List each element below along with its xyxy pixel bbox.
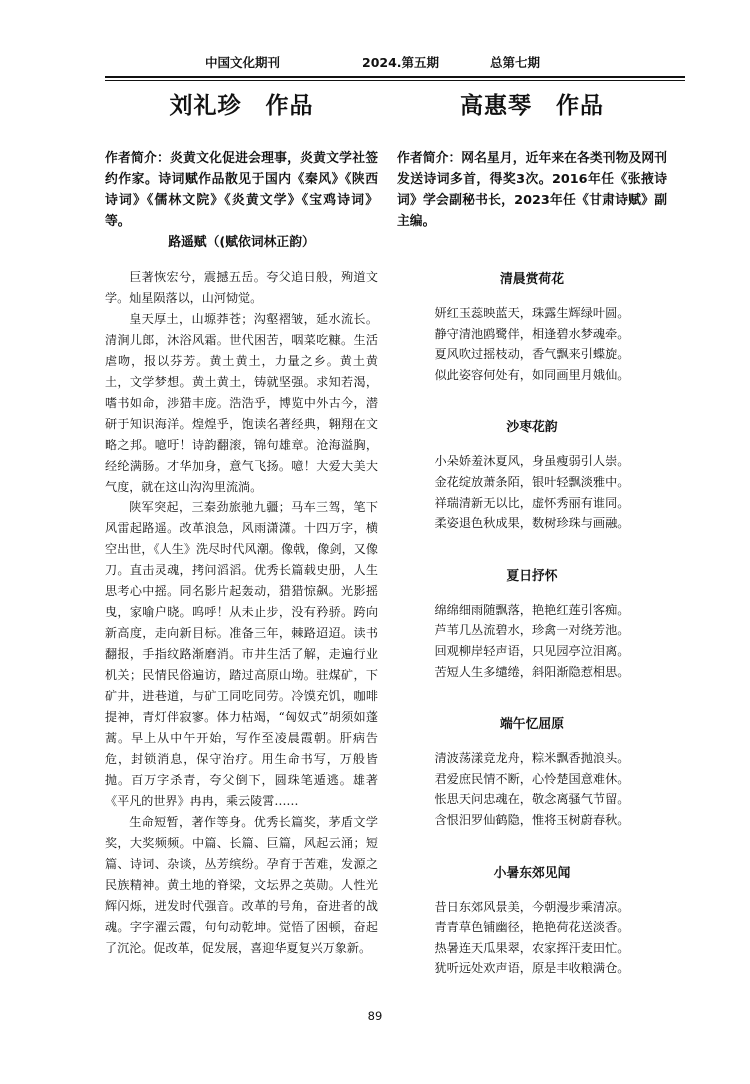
poem-line: 清波荡漾竞龙舟，粽米飘香抛浪头。 xyxy=(434,751,630,766)
poem-title: 小暑东郊见闻 xyxy=(493,865,571,881)
poem-line: 热暑连天瓜果翠，农家挥汗麦田忙。 xyxy=(434,940,630,955)
poem xyxy=(397,715,667,830)
poem-line: 夏风吹过摇枝动，香气飘来引蝶旋。 xyxy=(434,347,630,362)
issue-label: 2024.第五期 xyxy=(362,55,440,70)
poem-line: 绵绵细雨随飘落，艳艳红莲引客痴。 xyxy=(434,602,630,617)
poem xyxy=(397,864,667,979)
right-column xyxy=(397,86,667,979)
poem-line: 苦短人生多缱绻，斜阳渐隐惹相思。 xyxy=(434,664,630,679)
poem-line: 祥瑞清新无以比，虚怀秀丽有谁同。 xyxy=(434,495,630,510)
left-column xyxy=(105,86,378,958)
right-author-bio: 作者简介：网名星月，近年来在各类刊物及网刊发送诗词多首，得奖3次。2016年任《张掖诗词》学会副秘书长，2023年任《甘肃诗赋》副主编。 xyxy=(397,151,667,229)
poem xyxy=(397,418,667,533)
prose-paragraph: 陕军突起，三秦劲旅驰九疆；马车三驾，笔下风雷起路遥。改革浪急，风雨潇潇。十四万字，横空出世，《人生》洗尽时代风潮。像戟，像剑，又像刀。直击灵魂，拷问滔滔。优秀长篇载史册，人生思考心中摇。同名影片起轰动，猎猎惊飙。光影摇曳，家喻户晓。呜呼！从未止步，没有矜骄。跨向新高度，走向新目标。准备三年，棘路迢迢。读书翻报，手指纹路渐磨消。市井生活了解，走遍行业机关；民情民俗遍访，踏过高原山坳。驻煤矿，下矿井，进巷道，与矿工同吃同劳。冷馍充饥，咖啡提神，青灯伴寂寥。体力枯竭，“匈奴式”胡须如蓬蒿。早上从中午开始，写作至凌晨霞朝。肝病告危，封锁消息，保守治疗。用生命书写，万般皆抛。百万字杀青，夸父倒下，圆珠笔遁逃。雄著《平凡的世界》冉冉，乘云陵霄…… xyxy=(105,500,378,808)
poem-title: 清晨赏荷花 xyxy=(500,272,564,287)
left-work-title: 路遥赋（(赋依词林正韵） xyxy=(168,235,315,250)
poem-line: 含恨汨罗仙鹤隐，惟将玉树蔚春秋。 xyxy=(434,812,630,827)
poem-title: 端午忆屈原 xyxy=(500,717,564,733)
poem-line: 似此姿容何处有，如同画里月娥仙。 xyxy=(434,367,630,382)
poem-line: 君爱庶民情不断，心怜楚国意难休。 xyxy=(434,771,630,786)
left-author-bio: 作者简介：炎黄文化促进会理事，炎黄文学社签约作家。诗词赋作品散见于国内《秦风》《陕西诗词》《儒林文院》《炎黄文学》《宝鸡诗词》等。 xyxy=(105,151,378,229)
prose-paragraph: 生命短暂，著作等身。优秀长篇奖，茅盾文学奖，大奖频频。中篇、长篇、巨篇，风起云涌；短篇、诗词、杂谈，丛芳缤纷。孕育于苦难，发源之民族精神。黄土地的脊梁，文坛界之英勋。人性光辉闪烁，迸发时代强音。改革的号角，奋进者的战魂。字字濯云霞，句句动乾坤。觉悟了困顿，奋起了沉沦。促改革，促发展，喜迎华夏复兴万象新。 xyxy=(105,814,378,955)
prose-paragraph: 巨著恢宏兮，震撼五岳。夸父追日般，殉道文学。灿星陨落以，山河恸觉。 xyxy=(105,270,378,305)
poem-line: 犹听远处欢声语，原是丰收粮满仓。 xyxy=(434,961,630,976)
left-prose xyxy=(105,267,378,958)
header-rule-thin xyxy=(105,80,685,81)
poem-title: 夏日抒怀 xyxy=(506,568,558,584)
left-author-title: 刘礼珍 作品 xyxy=(169,92,314,119)
poem-line: 柔姿退色秋成果，数树珍珠与画融。 xyxy=(434,516,630,531)
page-number: 89 xyxy=(367,1009,383,1023)
poem-line: 小朵娇羞沐夏风，身虽瘦弱引人崇。 xyxy=(434,454,630,469)
poem-line: 回观柳岸轻声语，只见园亭泣泪离。 xyxy=(434,643,630,658)
total-issue-label: 总第七期 xyxy=(490,55,541,70)
header-rule-thick xyxy=(105,76,685,78)
poem-line: 芦苇几丛流碧水，珍禽一对绕芳池。 xyxy=(434,623,630,638)
poem-line: 妍红玉蕊映蓝天，珠露生辉绿叶圆。 xyxy=(434,306,630,320)
poem-title: 沙枣花韵 xyxy=(506,420,558,436)
poem xyxy=(397,270,667,385)
poem-line: 青青草色铺幽径，艳艳荷花送淡香。 xyxy=(434,920,630,935)
poem-line: 金花绽放萧条陌，银叶轻飘淡雅中。 xyxy=(434,474,630,489)
poem-line: 静守清池鸥鹭伴，相逢碧水梦魂牵。 xyxy=(434,326,630,341)
prose-paragraph: 皇天厚土，山塬莽苍；沟壑褶皱，延水流长。清涧儿郎，沐浴风霜。世代困苦，咽菜吃糠。生活虐吻，报以芬芳。黄土黄土，力量之乡。黄土黄土，文学梦想。黄土黄土，铸就坚强。求知若渴，嗜书如命，涉猎丰庞。浩浩乎，博览中外古今，潜研于知识海洋。煌煌乎，饱读名著经典，翱翔在文略之邦。噫吁！诗韵翻滚，锦句雄章。沧海溢胸，经纶满肠。才华加身，意气飞扬。噫！大爱大美大气度，就在这山沟沟里流淌。 xyxy=(105,311,378,494)
right-author-title: 高惠琴 作品 xyxy=(460,92,604,119)
poem-line: 昔日东郊风景美，今朝漫步乘清凉。 xyxy=(434,899,630,914)
poem xyxy=(397,567,667,682)
journal-name: 中国文化期刊 xyxy=(205,55,281,70)
poem-line: 怅思天问忠魂在，敬念离骚气节留。 xyxy=(434,792,630,807)
running-header xyxy=(0,50,750,72)
